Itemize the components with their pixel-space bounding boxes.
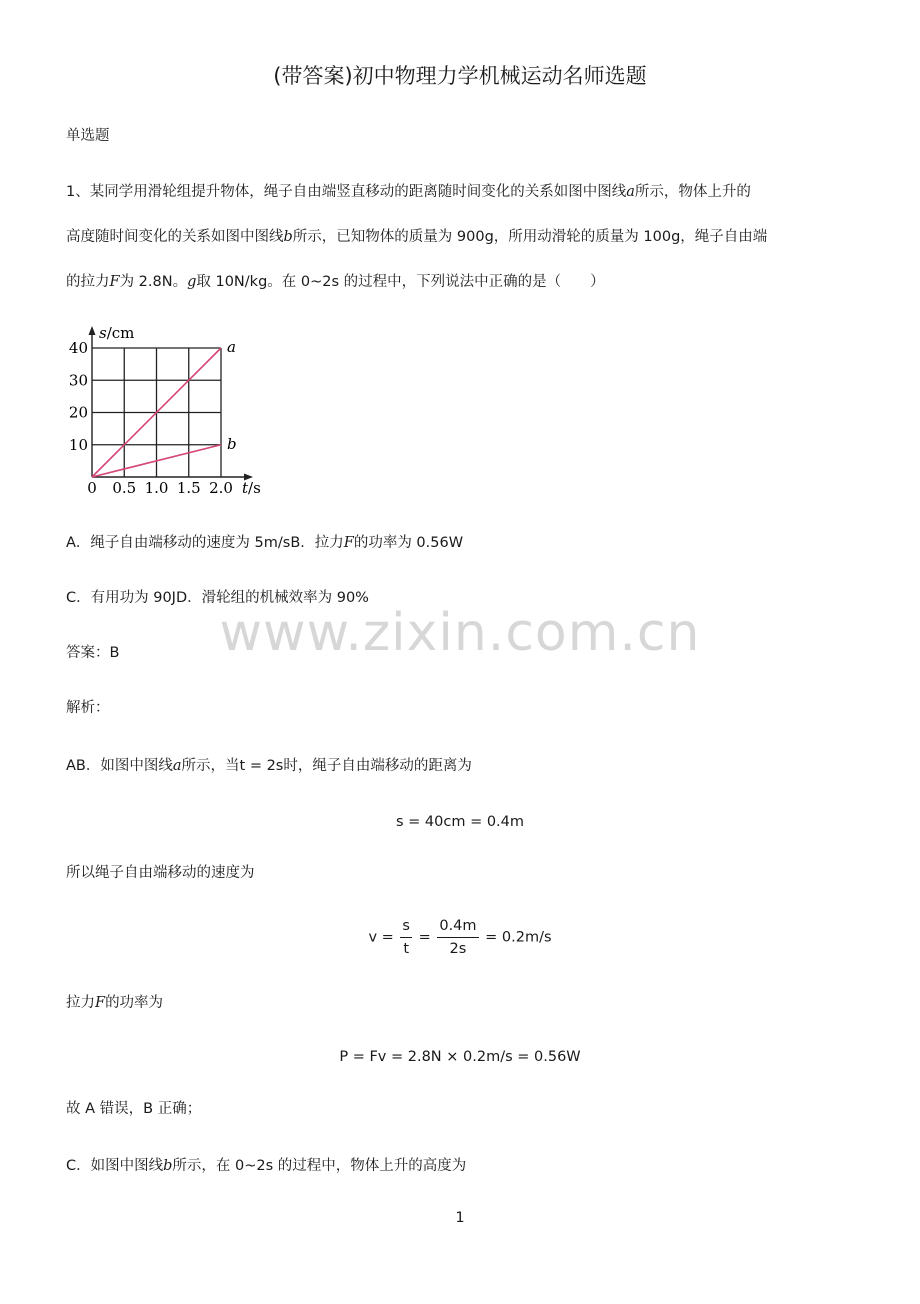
question-line-1 [66,180,751,201]
question-text: 所示，已知物体的质量为 900g，所用动滑轮的质量为 100g，绳子自由端 [292,229,768,245]
equation-distance: s = 40cm = 0.4m [395,814,525,830]
x-tick-label: 1.5 [176,479,201,497]
question-line-3 [66,270,605,291]
step-text: 的功率为 [105,995,164,1011]
y-tick-label: 30 [68,371,88,390]
variable-F: F [95,995,106,1011]
eq-equals: = [418,929,431,946]
variable-a: a [172,758,182,774]
options-cd: C．有用功为 90JD．滑轮组的机械效率为 90% [66,590,369,606]
st-graph [60,318,280,504]
variable-b: b [283,229,293,245]
x-axis-label: t/s [242,479,261,497]
question-text: 高度随时间变化的关系如图中图线 [66,229,284,245]
fraction-numerator: 0.4m [437,915,478,938]
question-text: 所示，物体上升的 [634,184,751,200]
series-label-b: b [227,434,237,453]
y-tick-label: 40 [68,339,88,357]
chart-series [92,338,237,477]
x-tick-label: 1.0 [144,479,169,497]
analysis-label: 解析： [66,700,110,716]
equation-speed [0,915,920,960]
watermark: www.zixin.com.cn [219,603,701,663]
question-text: 1、某同学用滑轮组提升物体，绳子自由端竖直移动的距离随时间变化的关系如图中图线 [66,184,627,200]
fraction-denominator: t [403,941,410,957]
option-ab-text: A．绳子自由端移动的速度为 5m/sB．拉力 [66,535,344,551]
section-heading: 单选题 [66,128,110,144]
step-text: 时，绳子自由端移动的距离为 [283,758,472,774]
y-axis-arrow [89,326,96,335]
y-axis-label: s/cm [99,324,135,342]
x-tick-label: 0.5 [112,479,137,497]
question-line-2 [66,225,767,246]
option-ab-text: 的功率为 0.56W [353,535,464,551]
page-number: 1 [455,1210,465,1226]
fraction-denominator: 2s [449,941,467,957]
variable-F: F [109,274,120,290]
y-tick-label: 20 [68,403,88,422]
step-ab-intro [66,754,472,775]
options-ab [66,531,463,552]
fraction-values [437,915,478,960]
eq-rhs: = 0.2m/s [485,929,552,946]
step-power-intro [66,991,163,1012]
equation-power: P = Fv = 2.8N × 0.2m/s = 0.56W [339,1049,581,1065]
variable-F: F [343,535,354,551]
step-conclusion: 故 A 错误，B 正确； [66,1101,202,1117]
step-text: 所示，当 [181,758,240,774]
x-tick-label: 2.0 [209,479,233,497]
step-text: C．如图中图线 [66,1158,164,1174]
answer: 答案：B [66,645,120,661]
variable-g: g [187,274,197,290]
step-speed-intro: 所以绳子自由端移动的速度为 [66,865,255,881]
step-c-intro [66,1154,466,1175]
step-text: AB．如图中图线 [66,758,173,774]
step-text: 所示，在 0~2s 的过程中，物体上升的高度为 [172,1158,467,1174]
step-condition: t = 2s [239,758,284,774]
series-label-a: a [227,338,236,356]
fraction-s-over-t [400,915,412,960]
y-tick-label: 10 [68,435,88,454]
origin-label: 0 [87,479,97,497]
variable-a: a [626,184,635,200]
fraction-numerator: s [400,915,412,938]
question-text: 取 10N/kg。在 0~2s 的过程中，下列说法中正确的是（ ） [196,274,605,290]
eq-lhs: v = [368,929,394,946]
step-text: 拉力 [66,995,95,1011]
page-title: (带答案)初中物理力学机械运动名师选题 [273,64,647,88]
variable-b: b [163,1158,173,1174]
question-text: 的拉力 [66,274,110,290]
question-text: 为 2.8N。 [119,274,188,290]
